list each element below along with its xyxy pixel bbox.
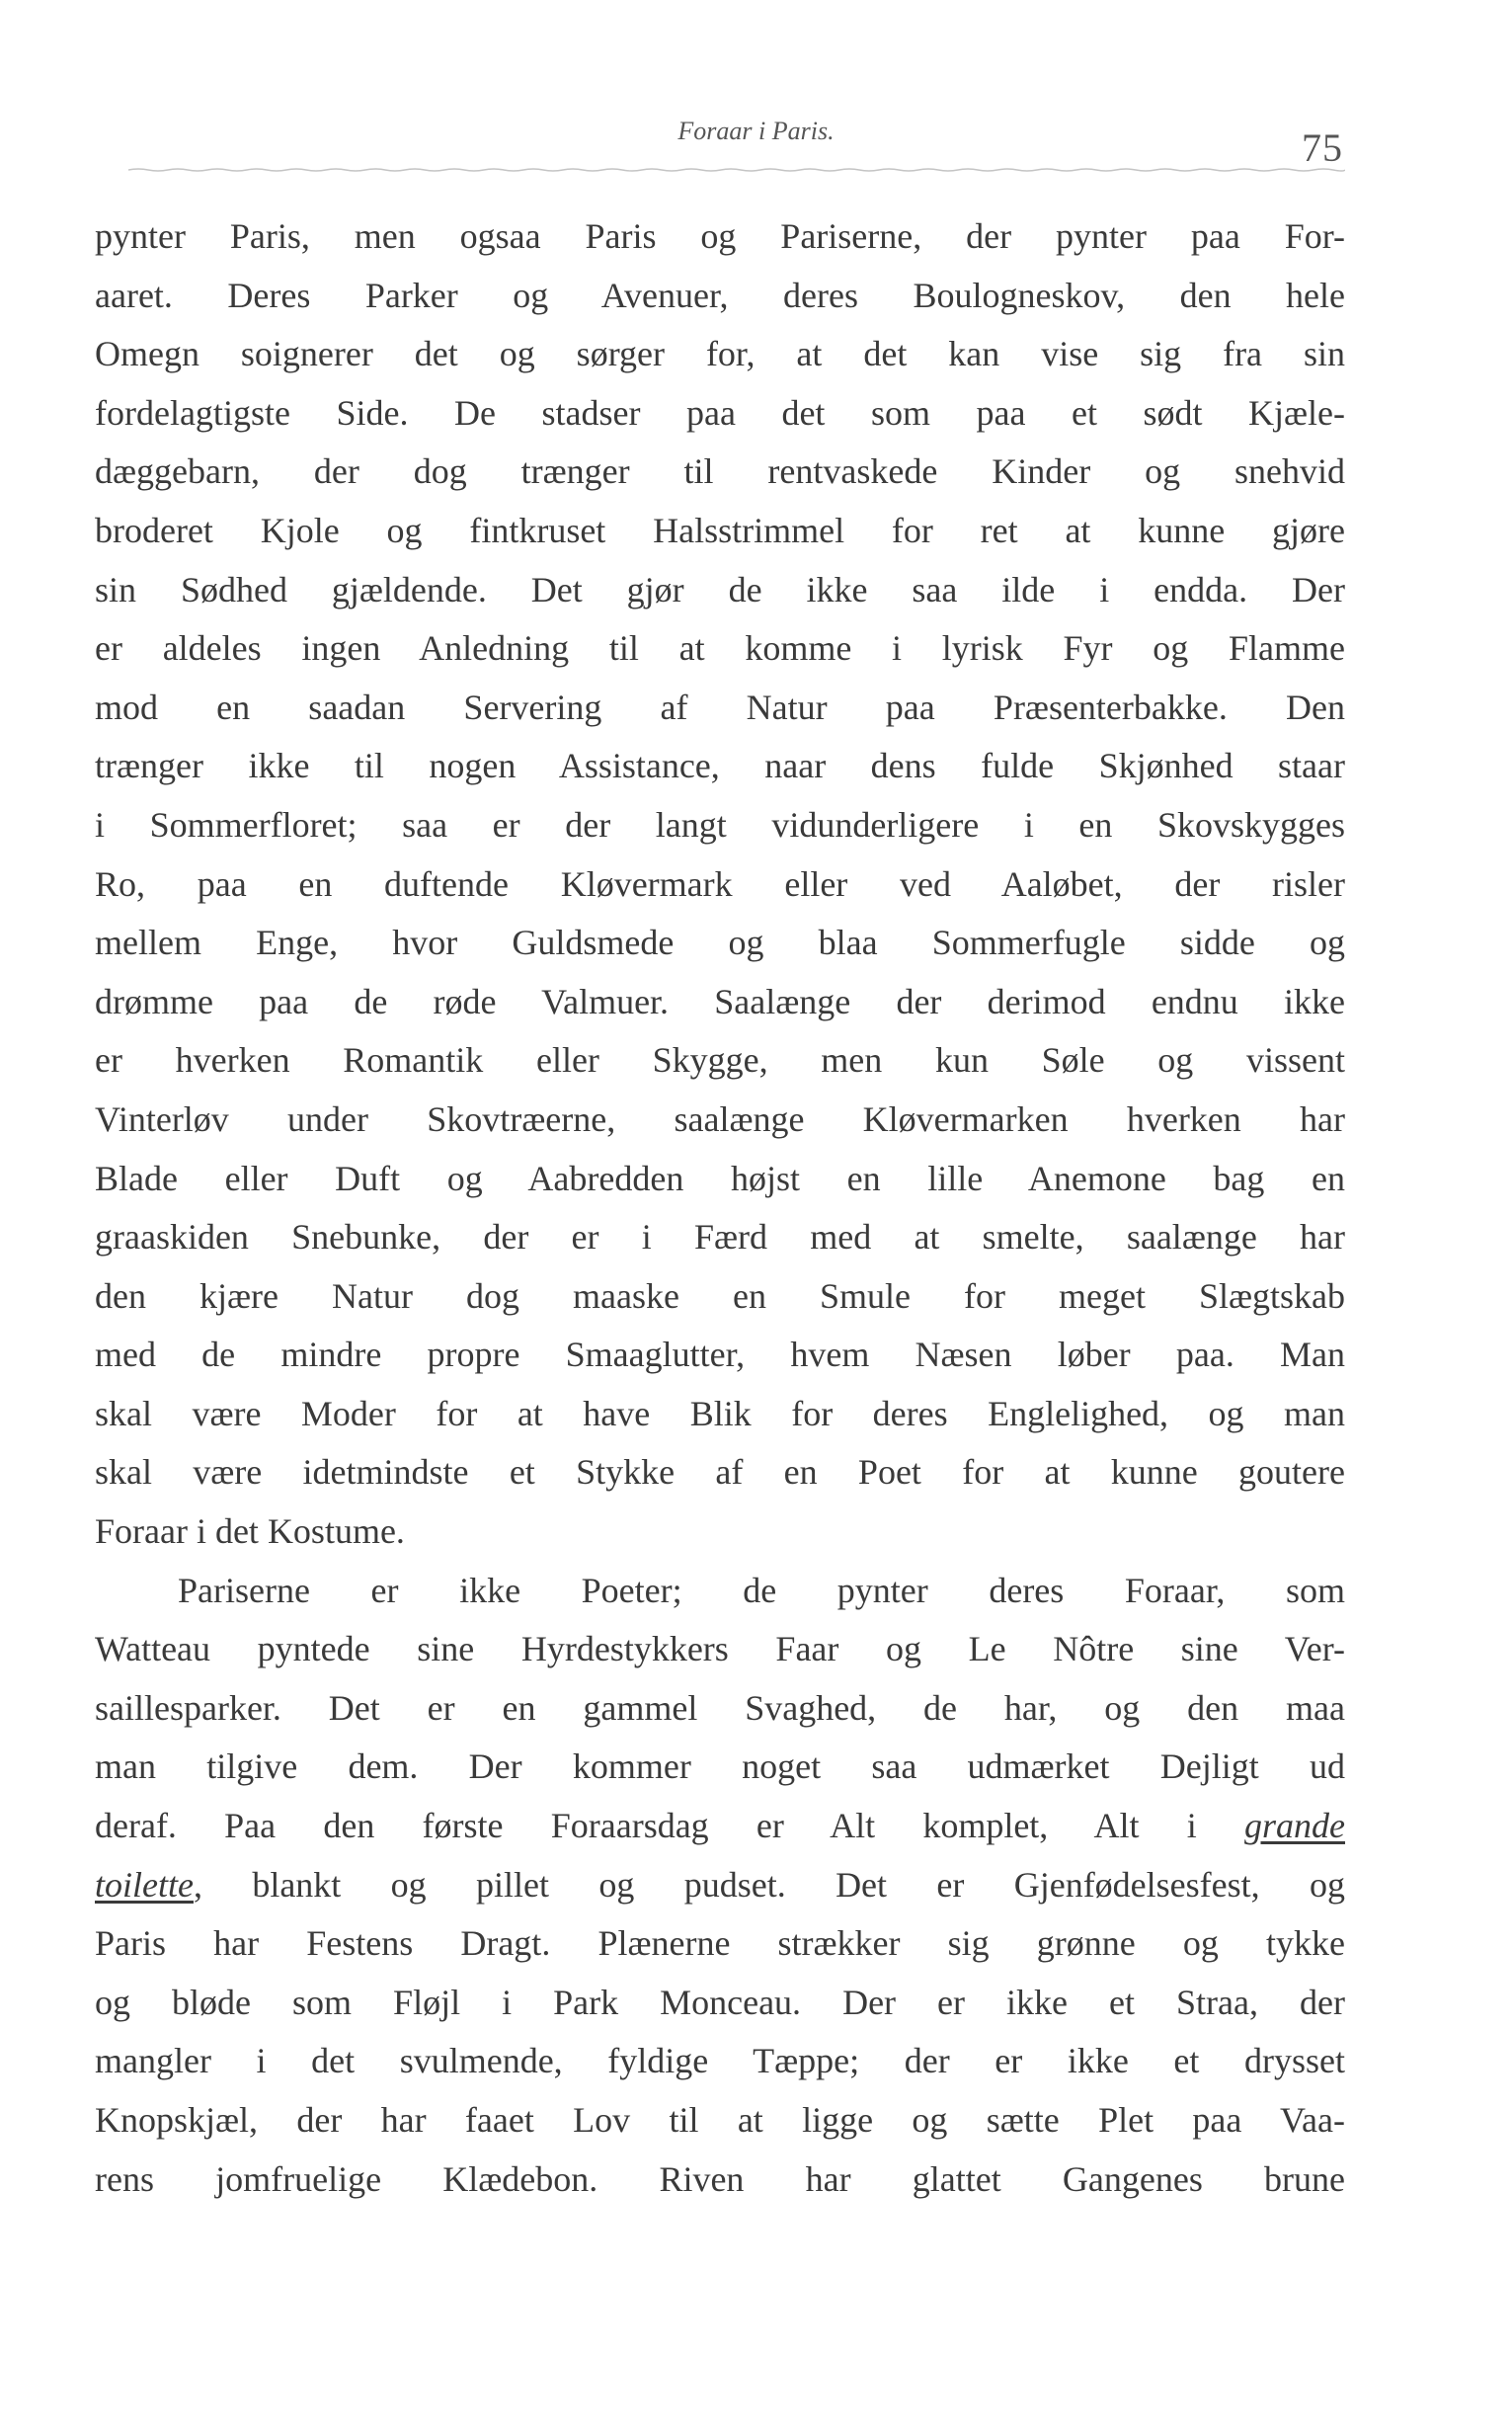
text-line: mangler i det svulmende, fyldige Tæppe; der er ikke et drysset	[95, 2041, 1345, 2081]
text-line: er hverken Romantik eller Skygge, men kun Søle og vissent	[95, 1040, 1345, 1081]
text-run: , blankt og pillet og pudset. Det er Gjenfødelsesfest, og	[193, 1864, 1345, 1905]
italic-phrase: toilette	[95, 1864, 194, 1905]
text-line: drømme paa de røde Valmuer. Saalænge der derimod endnu ikke	[95, 981, 1345, 1021]
text-line: med de mindre propre Smaaglutter, hvem Næsen løber paa. Man	[95, 1335, 1345, 1375]
text-line: Omegn soignerer det og sørger for, at det kan vise sig fra sin	[95, 334, 1345, 374]
text-line	[95, 1797, 1345, 1856]
text-line: Blade eller Duft og Aabredden højst en lille Anemone bag en	[95, 1158, 1345, 1198]
text-line: Ro, paa en duftende Kløvermark eller ved Aaløbet, der risler	[95, 863, 1345, 904]
text-line: den kjære Natur dog maaske en Smule for meget Slægtskab	[95, 1275, 1345, 1316]
text-line: saillesparker. Det er en gammel Svaghed, de har, og den maa	[95, 1687, 1345, 1728]
text-line: mellem Enge, hvor Guldsmede og blaa Sommerfugle sidde og	[95, 923, 1345, 963]
text-line	[95, 1856, 1345, 1915]
text-line: graaskiden Snebunke, der er i Færd med at smelte, saalænge har	[95, 1217, 1345, 1258]
text-line: dæggebarn, der dog trænger til rentvaskede Kinder og snehvid	[95, 451, 1345, 492]
text-line: pynter Paris, men ogsaa Paris og Pariserne, der pynter paa For-	[95, 216, 1345, 256]
text-line: er aldeles ingen Anledning til at komme i lyrisk Fyr og Flamme	[95, 628, 1345, 669]
text-line: Watteau pyntede sine Hyrdestykkers Faar og Le Nôtre sine Ver-	[95, 1629, 1345, 1669]
text-line: aaret. Deres Parker og Avenuer, deres Boulogneskov, den hele	[95, 275, 1345, 315]
running-title: Foraar i Paris.	[677, 117, 835, 145]
header-wavy-rule	[128, 168, 1345, 172]
text-line: man tilgive dem. Der kommer noget saa udmærket Dejligt ud	[95, 1746, 1345, 1787]
text-line: mod en saadan Servering af Natur paa Præsenterbakke. Den	[95, 687, 1345, 727]
text-line: Vinterløv under Skovtræerne, saalænge Kløvermarken hverken har	[95, 1098, 1345, 1139]
text-line: og bløde som Fløjl i Park Monceau. Der er ikke et Straa, der	[95, 1982, 1345, 2022]
paragraph-last-line: Foraar i det Kostume.	[95, 1511, 405, 1552]
italic-phrase: grande	[1244, 1806, 1346, 1846]
paragraph-first-line: Pariserne er ikke Poeter; de pynter deres Foraar, som	[178, 1570, 1345, 1610]
text-run: deraf. Paa den første Foraarsdag er Alt komplet, Alt i	[95, 1806, 1197, 1846]
text-line: fordelagtigste Side. De stadser paa det som paa et sødt Kjæle-	[95, 392, 1345, 433]
text-line: Paris har Festens Dragt. Plænerne strækker sig grønne og tykke	[95, 1923, 1345, 1964]
page-number: 75	[1302, 125, 1343, 170]
text-line: sin Sødhed gjældende. Det gjør de ikke saa ilde i endda. Der	[95, 569, 1345, 609]
body-text	[95, 207, 1345, 2209]
text-line: rens jomfruelige Klædebon. Riven har glattet Gangenes brune	[95, 2158, 1345, 2199]
text-line: broderet Kjole og fintkruset Halsstrimmel for ret at kunne gjøre	[95, 510, 1345, 550]
text-line: skal være idetmindste et Stykke af en Poet for at kunne goutere	[95, 1452, 1345, 1493]
text-line: Knopskjæl, der har faaet Lov til at ligge og sætte Plet paa Vaa-	[95, 2100, 1345, 2140]
text-line: trænger ikke til nogen Assistance, naar dens fulde Skjønhed staar	[95, 746, 1345, 786]
text-line: skal være Moder for at have Blik for deres Englelighed, og man	[95, 1393, 1345, 1433]
text-line: i Sommerfloret; saa er der langt vidunderligere i en Skovskygges	[95, 804, 1345, 845]
